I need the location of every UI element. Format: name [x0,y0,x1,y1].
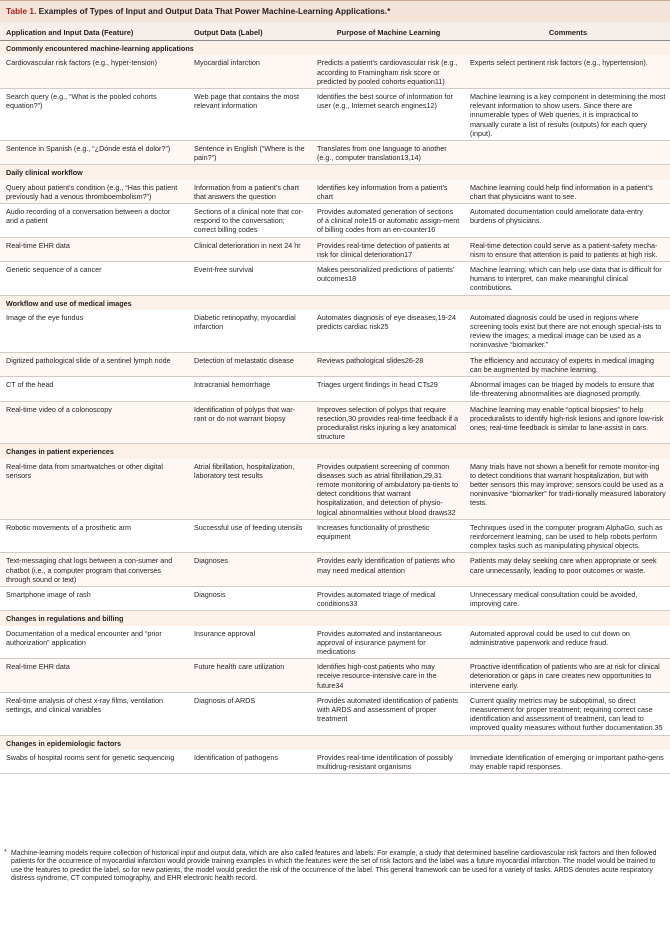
table-caption [0,0,670,22]
table-row [0,519,670,553]
table-row [0,659,670,693]
output-cell: Clinical deterioration in next 24 hr [188,237,311,261]
section-header-row [0,41,670,56]
application-cell: Digitized pathological slide of a sentinel lymph node [0,352,188,376]
comments-cell: Immediate identification of emerging or important patho-gens may enable rapid responses. [464,750,670,774]
comments-cell [464,141,670,165]
section-header-row [0,165,670,180]
comments-cell: Machine learning may enable “optical biopsies” to help proceduralists to identify high-risk lesions and ignore low-risk ones; real-time feedback is similar to lane-assist in cars. [464,401,670,444]
comments-cell: Patients may delay seeking care when appropriate or seek care unnecessarily, leading to poor outcomes or waste. [464,553,670,587]
application-cell: Swabs of hospital rooms sent for genetic sequencing [0,750,188,774]
comments-cell: Unnecessary medical consultation could be avoided, improving care. [464,586,670,610]
application-cell: Real-time EHR data [0,659,188,693]
application-cell: Query about patient’s condition (e.g., “Has this patient previously had a venous thromboembolism?”) [0,180,188,204]
application-cell: Smartphone image of rash [0,586,188,610]
section-title: Changes in epidemiologic factors [0,735,670,750]
comments-cell: Experts select pertinent risk factors (e.g., hypertension). [464,55,670,88]
table-row [0,237,670,261]
comments-cell: Automated documentation could ameliorate data-entry burdens of physicians. [464,204,670,238]
application-cell: Real-time video of a colonoscopy [0,401,188,444]
purpose-cell: Provides early identification of patients who may need medical attention [311,553,464,587]
table-row [0,204,670,238]
output-cell: Sections of a clinical note that cor-respond to the conversation; correct billing codes [188,204,311,238]
application-cell: CT of the head [0,377,188,401]
table-number: Table 1. [6,6,37,16]
purpose-cell: Automates diagnosis of eye diseases,19-24 predicts cardiac risk25 [311,310,464,352]
comments-cell: Machine learning is a key component in determining the most relevant information to show users. Since there are innumerable types of Web queries, it is impractical to manually curate a list of results (outputs) for each query (input). [464,89,670,141]
table-row [0,262,670,296]
output-cell: Successful use of feeding utensils [188,519,311,553]
table-row [0,141,670,165]
comments-cell: Machine learning, which can help use data that is difficult for humans to interpret, can make meaningful clinical contributions. [464,262,670,296]
section-title: Commonly encountered machine-learning applications [0,41,670,56]
column-header: Output Data (Label) [188,22,311,41]
output-cell: Identification of polyps that war-rant or do not warrant biopsy [188,401,311,444]
header-row [0,22,670,41]
comments-cell: Machine learning could help find information in a patient’s chart that physicians want to see. [464,180,670,204]
output-cell: Intracranial hemorrhage [188,377,311,401]
table-row [0,692,670,735]
comments-cell: Many trials have not shown a benefit for remote monitor-ing to detect conditions that warrant hospitalization, but with better sensors this may improve; sensors could be used as a noninvasive “biomarker” for tradi-tionally measured laboratory tests. [464,459,670,520]
purpose-cell: Provides outpatient screening of common diseases such as atrial fibrillation,29,31 remote monitoring of ambulatory pa-tients to detect conditions that warrant hospitalization, and detection of physio-logical abnormalities without blood draws32 [311,459,464,520]
section-title: Changes in regulations and billing [0,611,670,626]
purpose-cell: Improves selection of polyps that require resection,30 provides real-time feedback if a proceduralist risks injuring a key anatomical structure [311,401,464,444]
table-body [0,41,670,774]
footnote-text: Machine-learning models require collection of historical input and output data, which are also called features and labels. For example, a study that determined baseline cardiovascular risk factors and then followed patients for the occurrence of myocardial infarction would provide training examples in which the features were the set of risk factors and the label was a future myocardial infarction. The model would be trained to use the features to predict the label, so for new patients, the model would predict the risk of the occurrence of the label. This general framework can be used for a variety of tasks. ARDS denotes acute respiratory distress syndrome, CT computed tomography, and EHR electronic health record. [11,850,657,883]
table-row [0,750,670,774]
application-cell: Audio recording of a conversation between a doctor and a patient [0,204,188,238]
table-row [0,352,670,376]
section-title: Workflow and use of medical images [0,295,670,310]
application-cell: Robotic movements of a prosthetic arm [0,519,188,553]
table-row [0,586,670,610]
purpose-cell: Provides automated triage of medical conditions33 [311,586,464,610]
footnote-marker: * [4,849,7,856]
purpose-cell: Makes personalized predictions of patients’ outcomes18 [311,262,464,296]
purpose-cell: Provides automated generation of sections of a clinical note15 or automatic assign-ment of billing codes from an en-counter16 [311,204,464,238]
purpose-cell: Translates from one language to another (e.g., computer translation13,14) [311,141,464,165]
purpose-cell: Identifies the best source of information for user (e.g., Internet search engines12) [311,89,464,141]
purpose-cell: Identifies high-cost patients who may receive resource-intensive care in the future34 [311,659,464,693]
comments-cell: Real-time detection could serve as a patient-safety mecha-nism to ensure that attention is paid to patients at high risk. [464,237,670,261]
output-cell: Identification of pathogens [188,750,311,774]
application-cell: Real-time analysis of chest x-ray films, ventilation settings, and clinical variables [0,692,188,735]
application-cell: Documentation of a medical encounter and “prior authorization” application [0,626,188,659]
output-cell: Insurance approval [188,626,311,659]
output-cell: Event-free survival [188,262,311,296]
comments-cell: Current quality metrics may be suboptimal, so direct measurement for proper treatment; requiring correct case identification and assessment of treatment, can lead to improved quality measures without further documentation.35 [464,692,670,735]
column-header: Purpose of Machine Learning [311,22,464,41]
output-cell: Detection of metastatic disease [188,352,311,376]
section-header-row [0,295,670,310]
table-row [0,377,670,401]
footnote [4,850,664,884]
application-cell: Real-time EHR data [0,237,188,261]
output-cell: Future health care utilization [188,659,311,693]
application-cell: Search query (e.g., “What is the pooled cohorts equation?”) [0,89,188,141]
output-cell: Information from a patient’s chart that answers the question [188,180,311,204]
comments-cell: The efficiency and accuracy of experts in medical imaging can be augmented by machine learning. [464,352,670,376]
purpose-cell: Provides automated identification of patients with ARDS and assessment of proper treatment [311,692,464,735]
table-row [0,310,670,352]
section-header-row [0,611,670,626]
purpose-cell: Predicts a patient’s cardiovascular risk (e.g., according to Framingham risk score or predicted by pooled cohorts equation11) [311,55,464,88]
output-cell: Atrial fibrillation, hospitalization, laboratory test results [188,459,311,520]
application-cell: Text-messaging chat logs between a con-sumer and chatbot (i.e., a computer program that converses through sound or text) [0,553,188,587]
table-row [0,180,670,204]
table-row [0,401,670,444]
table-row [0,89,670,141]
purpose-cell: Reviews pathological slides26-28 [311,352,464,376]
output-cell: Web page that contains the most relevant information [188,89,311,141]
purpose-cell: Triages urgent findings in head CTs29 [311,377,464,401]
section-title: Daily clinical workflow [0,165,670,180]
comments-cell: Proactive identification of patients who are at risk for clinical deterioration or gaps in care creates new opportunities to intervene early. [464,659,670,693]
section-title: Changes in patient experiences [0,444,670,459]
comments-cell: Techniques used in the computer program AlphaGo, such as reinforcement learning, can be used to help robots perform complex tasks such as manipulating physical objects. [464,519,670,553]
purpose-cell: Provides real-time identification of possibly multidrug-resistant organisms [311,750,464,774]
table-row [0,626,670,659]
comments-cell: Automated approval could be used to cut down on administrative paperwork and reduce fraud. [464,626,670,659]
application-cell: Cardiovascular risk factors (e.g., hyper-tension) [0,55,188,88]
application-cell: Real-time data from smartwatches or other digital sensors [0,459,188,520]
section-header-row [0,735,670,750]
column-header: Application and Input Data (Feature) [0,22,188,41]
output-cell: Diagnoses [188,553,311,587]
table-row [0,553,670,587]
output-cell: Myocardial infarction [188,55,311,88]
purpose-cell: Provides real-time detection of patients at risk for clinical deterioration17 [311,237,464,261]
table-title: Examples of Types of Input and Output Data That Power Machine-Learning Applications.* [38,6,391,16]
section-header-row [0,444,670,459]
application-cell: Image of the eye fundus [0,310,188,352]
output-cell: Sentence in English (“Where is the pain?”) [188,141,311,165]
column-header: Comments [464,22,670,41]
table-row [0,55,670,88]
application-cell: Genetic sequence of a cancer [0,262,188,296]
application-cell: Sentence in Spanish (e.g., “¿Dónde está el dolor?”) [0,141,188,165]
output-cell: Diabetic retinopathy, myocardial infarction [188,310,311,352]
data-table [0,22,670,774]
comments-cell: Automated diagnosis could be used in regions where screening tools exist but there are not enough special-ists to review the images; a medical image can be used as a noninvasive “biomarker.” [464,310,670,352]
comments-cell: Abnormal images can be triaged by models to ensure that life-threatening abnormalities are diagnosed promptly. [464,377,670,401]
purpose-cell: Identifies key information from a patient’s chart [311,180,464,204]
output-cell: Diagnosis of ARDS [188,692,311,735]
output-cell: Diagnosis [188,586,311,610]
purpose-cell: Increases functionality of prosthetic equipment [311,519,464,553]
table-row [0,459,670,520]
purpose-cell: Provides automated and instantaneous approval of insurance payment for medications [311,626,464,659]
